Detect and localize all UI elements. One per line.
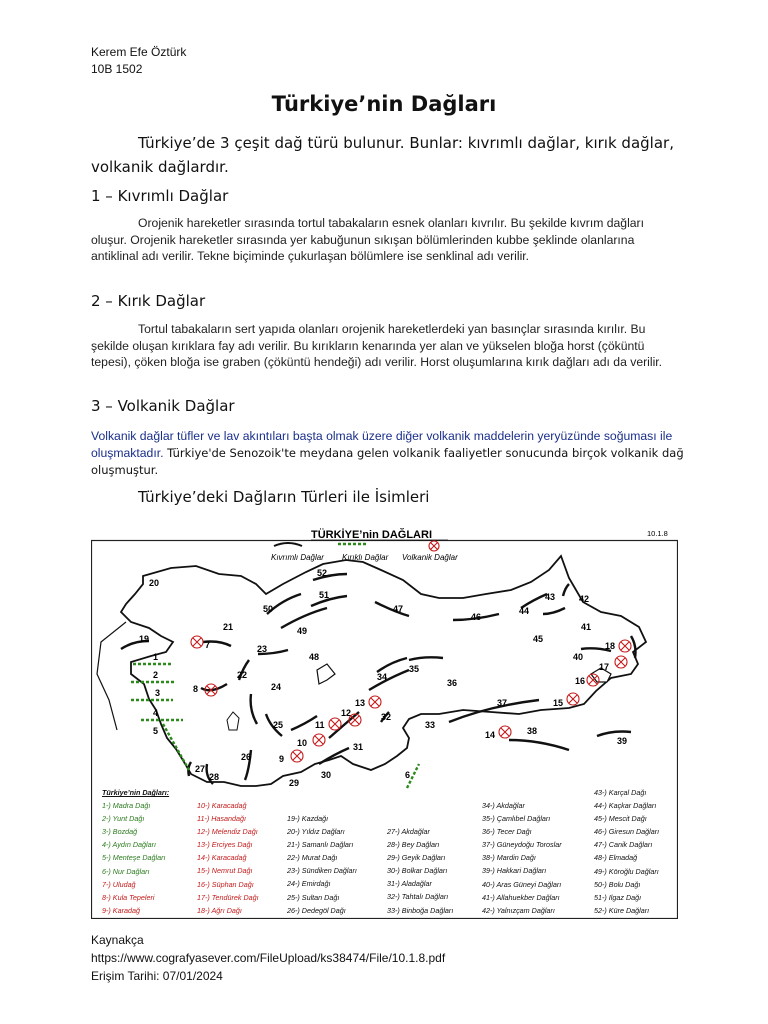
legend-item: 4-) Aydın Dağları bbox=[102, 840, 156, 850]
svg-text:35: 35 bbox=[409, 664, 420, 674]
svg-text:10: 10 bbox=[297, 738, 308, 748]
svg-text:30: 30 bbox=[321, 770, 332, 780]
legend-col-2 bbox=[197, 799, 259, 917]
svg-text:25: 25 bbox=[273, 720, 284, 730]
legend-item: 44-) Kaçkar Dağları bbox=[594, 801, 657, 811]
legend-item: 36-) Tecer Dağı bbox=[482, 827, 532, 837]
svg-text:21: 21 bbox=[223, 622, 234, 632]
intro-paragraph: Türkiye’de 3 çeşit dağ türü bulunur. Bunlar: kıvrımlı dağlar, kırık dağlar, volkanik dağlardır. bbox=[91, 134, 674, 176]
svg-text:49: 49 bbox=[297, 626, 308, 636]
legend-item: 47-) Canik Dağları bbox=[594, 840, 653, 850]
svg-text:50: 50 bbox=[263, 604, 274, 614]
legend-item: 13-) Erciyes Dağı bbox=[197, 840, 253, 850]
legend-item: 11-) Hasandağı bbox=[197, 814, 247, 824]
svg-text:51: 51 bbox=[319, 590, 330, 600]
svg-text:28: 28 bbox=[209, 772, 220, 782]
legend-item: 33-) Binboğa Dağları bbox=[387, 905, 454, 915]
legend-item: 22-) Murat Dağı bbox=[287, 853, 338, 863]
legend-item: 3-) Bozdağ bbox=[102, 827, 138, 837]
svg-text:32: 32 bbox=[381, 712, 392, 722]
reference-url[interactable]: https://www.cografyasever.com/FileUpload/ks38474/File/10.1.8.pdf bbox=[91, 951, 446, 965]
section-3-text bbox=[91, 428, 691, 479]
svg-text:23: 23 bbox=[257, 644, 268, 654]
svg-text:39: 39 bbox=[617, 736, 628, 746]
svg-text:29: 29 bbox=[289, 778, 300, 788]
legend-item: 45-) Mescit Dağı bbox=[594, 814, 647, 824]
svg-text:43: 43 bbox=[545, 592, 556, 602]
mountains-map-figure bbox=[91, 524, 678, 919]
legend-item: 34-) Akdağlar bbox=[482, 801, 525, 810]
svg-text:37: 37 bbox=[497, 698, 508, 708]
legend-title: Türkiye’nin Dağları: bbox=[102, 788, 170, 797]
legend-item: 26-) Dedegöl Dağı bbox=[287, 905, 346, 915]
legend-item: 15-) Nemrut Dağı bbox=[197, 866, 253, 876]
reference-access-date: Erişim Tarihi: 07/01/2024 bbox=[91, 969, 223, 983]
svg-text:46: 46 bbox=[471, 612, 482, 622]
author-name: Kerem Efe Öztürk bbox=[91, 45, 187, 59]
svg-text:20: 20 bbox=[149, 578, 160, 588]
legend-col-5 bbox=[482, 799, 562, 917]
svg-text:17: 17 bbox=[599, 662, 610, 672]
legend-item: 24-) Emirdağı bbox=[287, 879, 331, 889]
legend-item: 16-) Süphan Dağı bbox=[197, 879, 254, 889]
svg-text:7: 7 bbox=[205, 640, 211, 650]
references-heading: Kaynakça bbox=[91, 933, 144, 947]
svg-text:16: 16 bbox=[575, 676, 586, 686]
legend-item: 38-) Mardin Dağı bbox=[482, 853, 536, 863]
legend-item: 6-) Nur Dağları bbox=[102, 866, 150, 876]
legend-item: 7-) Uludağ bbox=[102, 879, 136, 889]
legend-col-6 bbox=[594, 786, 659, 917]
svg-text:26: 26 bbox=[241, 752, 252, 762]
svg-text:4: 4 bbox=[153, 708, 159, 718]
svg-text:42: 42 bbox=[579, 594, 590, 604]
legend-item: 9-) Karadağ bbox=[102, 905, 140, 915]
section-2-text bbox=[91, 321, 681, 371]
section-2-body: Tortul tabakaların sert yapıda olanları orojenik hareketlerdeki yan basınçlar sırasında kırılır. Bu şekilde oluşan kırıklara fay adı verilir. Bu kırıkların kenarında yer alan ve yükselen bloğa horst (çöküntü tepesi), çöken bloğa ise graben (çöküntü hendeği) adı verilir. Horst oluşumlarına kırık dağları adı da verilir. bbox=[91, 322, 663, 369]
svg-text:24: 24 bbox=[271, 682, 282, 692]
legend-item: 46-) Giresun Dağları bbox=[594, 827, 660, 837]
legend-item: 32-) Tahtalı Dağları bbox=[387, 892, 449, 902]
legend-item: 31-) Aladağlar bbox=[387, 879, 432, 889]
legend-item: 18-) Ağrı Dağı bbox=[197, 905, 242, 915]
svg-text:15: 15 bbox=[553, 698, 564, 708]
legend-item: 12-) Melendiz Dağı bbox=[197, 827, 258, 837]
svg-text:22: 22 bbox=[237, 670, 248, 680]
legend-item: 23-) Sündiken Dağları bbox=[287, 866, 357, 876]
svg-text:3: 3 bbox=[155, 688, 161, 698]
svg-text:31: 31 bbox=[353, 742, 364, 752]
svg-text:2: 2 bbox=[153, 670, 159, 680]
svg-text:41: 41 bbox=[581, 622, 592, 632]
legend-item: 35-) Çamlıbel Dağları bbox=[482, 814, 551, 824]
legend-item: 27-) Akdağlar bbox=[387, 827, 430, 836]
map-code: 10.1.8 bbox=[647, 529, 668, 538]
legend-item: 37-) Güneydoğu Toroslar bbox=[482, 840, 562, 850]
svg-text:45: 45 bbox=[533, 634, 544, 644]
legend-item: 30-) Bolkar Dağları bbox=[387, 866, 448, 876]
legend-item: 25-) Sultan Dağı bbox=[287, 892, 340, 902]
legend-item: 10-) Karacadağ bbox=[197, 801, 247, 810]
section-1-text bbox=[91, 215, 681, 265]
svg-text:47: 47 bbox=[393, 604, 404, 614]
legend-item: 42-) Yalnızçam Dağları bbox=[482, 905, 555, 915]
svg-text:19: 19 bbox=[139, 634, 150, 644]
svg-text:38: 38 bbox=[527, 726, 538, 736]
legend-item: 48-) Elmadağ bbox=[594, 853, 638, 863]
section-1-heading: 1 – Kıvrımlı Dağlar bbox=[91, 187, 229, 205]
legend-item: 52-) Küre Dağları bbox=[594, 905, 650, 915]
svg-text:18: 18 bbox=[605, 641, 616, 651]
svg-text:33: 33 bbox=[425, 720, 436, 730]
svg-text:6: 6 bbox=[405, 770, 411, 780]
author-block bbox=[91, 44, 186, 78]
page-title: Türkiye’nin Dağları bbox=[271, 92, 497, 116]
svg-text:40: 40 bbox=[573, 652, 584, 662]
svg-text:44: 44 bbox=[519, 606, 530, 616]
svg-text:9: 9 bbox=[279, 754, 285, 764]
legend-item: 41-) Allahuekber Dağları bbox=[482, 892, 560, 902]
svg-text:8: 8 bbox=[193, 684, 199, 694]
section-2-heading: 2 – Kırık Dağlar bbox=[91, 292, 206, 310]
section-3-heading: 3 – Volkanik Dağlar bbox=[91, 397, 235, 415]
legend-item: 39-) Hakkari Dağları bbox=[482, 866, 547, 876]
legend-item: 43-) Karçal Dağı bbox=[594, 788, 647, 797]
legend-item: 8-) Kula Tepeleri bbox=[102, 892, 155, 902]
svg-text:36: 36 bbox=[447, 678, 458, 688]
section-1-body: Orojenik hareketler sırasında tortul tabakaların esnek olanları kıvrılır. Bu şekilde kıvrım dağları oluşur. Orojenik hareketler sırasında yer kabuğunun sıkışan bölümlerinden kubbe şeklinde olanlarına antiklinal adı verilir. Tekne biçiminde çukurlaşan bölümlere ise senklinal adı verilir. bbox=[91, 216, 645, 263]
svg-text:5: 5 bbox=[153, 726, 159, 736]
legend-item: 2-) Yunt Dağı bbox=[102, 814, 145, 824]
svg-text:11: 11 bbox=[315, 720, 325, 730]
legend-item: 5-) Menteşe Dağları bbox=[102, 853, 166, 863]
legend-item: 19-) Kazdağı bbox=[287, 814, 329, 823]
section-3-body-black: Türkiye'de Senozoik'te meydana gelen volkanik faaliyetler sonucunda birçok volkanik dağ oluşmuştur. bbox=[91, 446, 684, 477]
key-volcanic-label: Volkanik Dağlar bbox=[402, 553, 458, 562]
legend-item: 14-) Karacadağ bbox=[197, 853, 247, 863]
legend-item: 29-) Geyik Dağları bbox=[387, 853, 446, 863]
key-fold-label: Kıvrımlı Dağlar bbox=[271, 553, 324, 562]
legend-item: 21-) Samanlı Dağları bbox=[287, 840, 354, 850]
references-block bbox=[91, 931, 445, 985]
svg-text:12: 12 bbox=[341, 708, 352, 718]
map-title: TÜRKİYE’nin DAĞLARI bbox=[311, 529, 432, 541]
legend-col-1 bbox=[102, 786, 169, 917]
svg-text:48: 48 bbox=[309, 652, 320, 662]
svg-text:13: 13 bbox=[355, 698, 366, 708]
map-svg bbox=[91, 524, 678, 919]
section-3-body-blue: Volkanik dağlar tüfler ve lav akıntıları başta olmak üzere diğer volkanik maddelerin yeryüzünde soğuması ile oluşmaktadır. bbox=[91, 429, 673, 460]
svg-text:27: 27 bbox=[195, 764, 206, 774]
svg-text:14: 14 bbox=[485, 730, 496, 740]
legend-col-3 bbox=[287, 812, 357, 917]
key-fault-label: Kırıklı Dağlar bbox=[342, 553, 389, 562]
legend-col-4 bbox=[387, 825, 453, 917]
legend-item: 17-) Tendürek Dağı bbox=[197, 892, 259, 902]
legend-item: 40-) Aras Güneyi Dağları bbox=[482, 879, 562, 889]
map-frame bbox=[92, 541, 678, 919]
legend-item: 20-) Yıldız Dağları bbox=[287, 827, 345, 837]
svg-text:1: 1 bbox=[153, 652, 159, 662]
figure-caption: Türkiye’deki Dağların Türleri ile İsimleri bbox=[138, 488, 430, 506]
legend-item: 50-) Bolu Dağı bbox=[594, 879, 641, 889]
legend-item: 1-) Madra Dağı bbox=[102, 801, 151, 811]
legend-item: 49-) Köroğlu Dağları bbox=[594, 866, 659, 876]
svg-text:34: 34 bbox=[377, 672, 388, 682]
legend-item: 51-) Ilgaz Dağı bbox=[594, 892, 642, 902]
author-class: 10B 1502 bbox=[91, 62, 143, 76]
svg-text:52: 52 bbox=[317, 568, 328, 578]
legend-item: 28-) Bey Dağları bbox=[387, 840, 440, 850]
